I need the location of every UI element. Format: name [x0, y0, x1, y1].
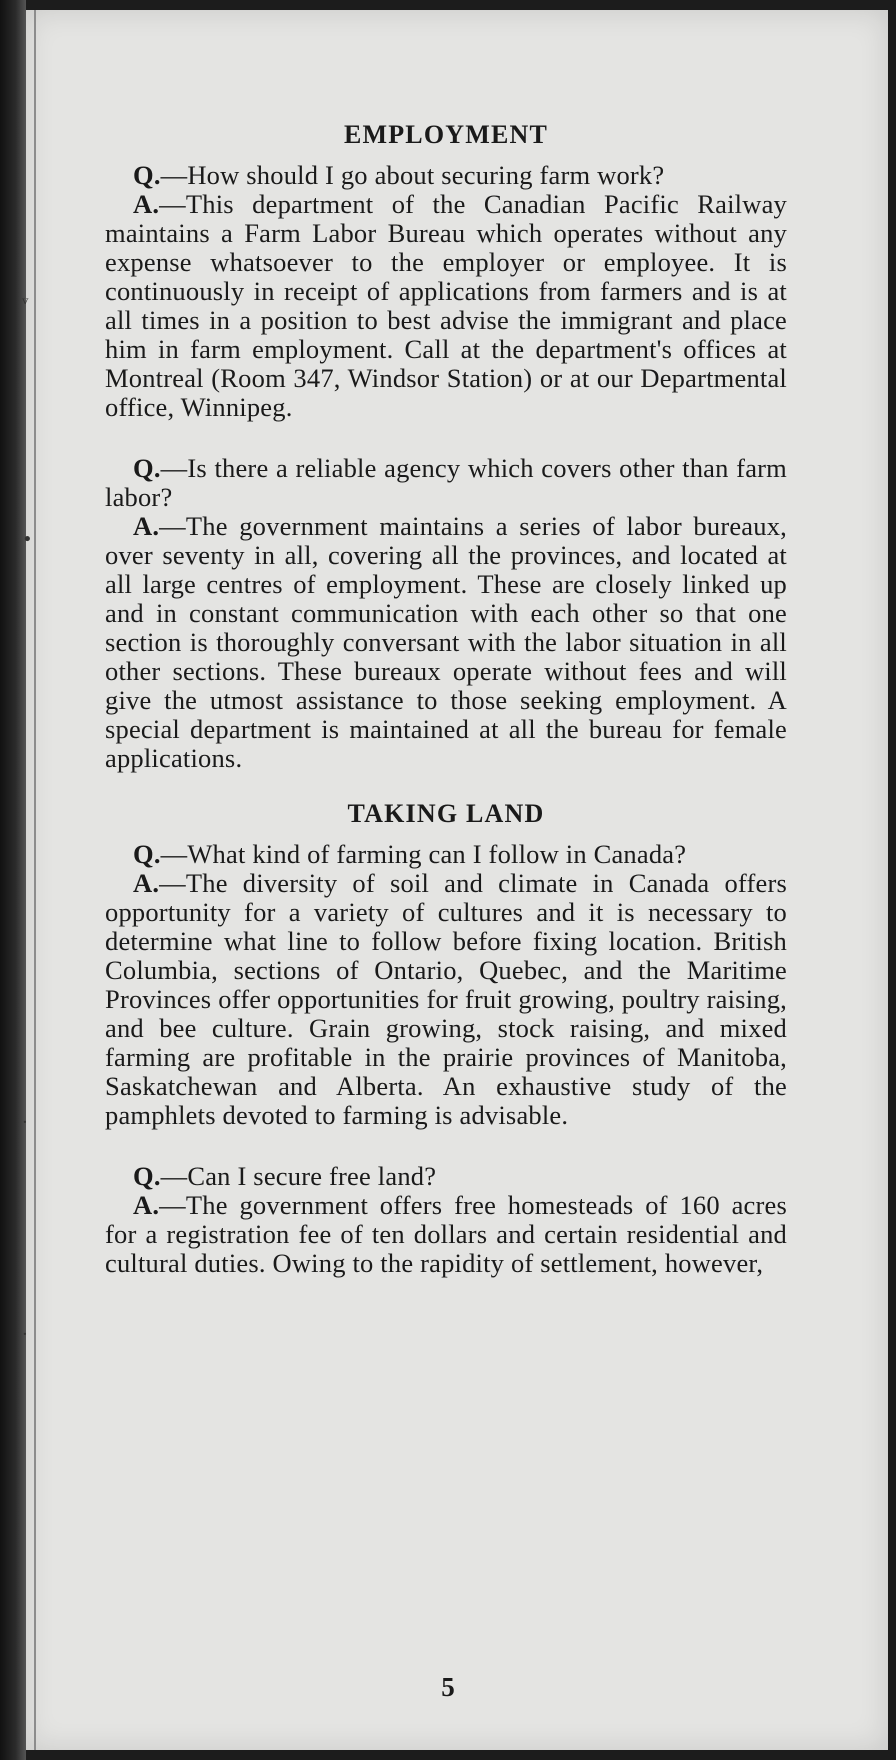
question-text: —What kind of farming can I follow in Canada?	[160, 839, 687, 869]
binding-mark: ·	[22, 1112, 28, 1133]
qa-item	[105, 161, 787, 422]
question	[105, 161, 787, 190]
answer	[105, 869, 787, 1130]
answer-label: A.	[133, 868, 160, 898]
page-edge-line	[34, 10, 36, 1750]
answer-text: —The diversity of soil and climate in Canada offers opportunity for a variety of cultures and it is necessary to determine what line to follow before fixing location. British Columbia, sections of Ontario, Quebec, and the Maritime Provinces offer opportunities for fruit growing, poultry raising, and bee culture. Grain growing, stock raising, and mixed farming are profitable in the prairie provinces of Manitoba, Saskatchewan and Alberta. An exhaustive study of the pamphlets devoted to farming is advisable.	[105, 868, 787, 1130]
answer-label: A.	[133, 189, 160, 219]
answer-text: —This department of the Canadian Pacific Railway maintains a Farm Labor Bureau which operates without any expense whatsoever to the employer or employee. It is continuously in receipt of applications from farmers and is at all times in a position to best advise the immigrant and place him in farm employment. Call at the department's offices at Montreal (Room 347, Windsor Station) or at our Departmental office, Winnipeg.	[105, 189, 787, 422]
answer-label: A.	[133, 1190, 160, 1220]
question	[105, 840, 787, 869]
answer	[105, 512, 787, 773]
book-binding	[0, 0, 26, 1760]
binding-mark: ·	[22, 1324, 28, 1345]
question-label: Q.	[133, 1161, 161, 1191]
binding-mark: ᵛ	[22, 294, 29, 315]
question-text: —Can I secure free land?	[160, 1161, 437, 1191]
question-text: —How should I go about securing farm work?	[160, 160, 665, 190]
question	[105, 1162, 787, 1191]
answer-label: A.	[133, 511, 160, 541]
question	[105, 454, 787, 512]
question-label: Q.	[133, 839, 161, 869]
section-heading-employment: EMPLOYMENT	[343, 120, 549, 149]
qa-item	[105, 454, 787, 773]
section-heading-taking-land: TAKING LAND	[347, 799, 545, 828]
question-label: Q.	[133, 160, 161, 190]
page-number: 5	[441, 1672, 455, 1702]
qa-item	[105, 840, 787, 1130]
answer-text: —The government offers free homesteads of 160 acres for a registration fee of ten dollars and certain residential and cultural duties. Owing to the rapidity of settlement, however,	[105, 1190, 787, 1278]
page-text	[105, 120, 787, 1278]
binding-mark: •	[22, 529, 33, 550]
answer	[105, 1191, 787, 1278]
question-label: Q.	[133, 453, 161, 483]
question-text: —Is there a reliable agency which covers other than farm labor?	[105, 453, 787, 512]
qa-item	[105, 1162, 787, 1278]
answer	[105, 190, 787, 422]
answer-text: —The government maintains a series of labor bureaux, over seventy in all, covering all the provinces, and located at all large centres of employment. These are closely linked up and in constant communication with each other so that one section is thoroughly conversant with the labor situation in all other sections. These bureaux operate without fees and will give the utmost assistance to those seeking employment. A special department is maintained at all the bureau for female applications.	[105, 511, 787, 773]
